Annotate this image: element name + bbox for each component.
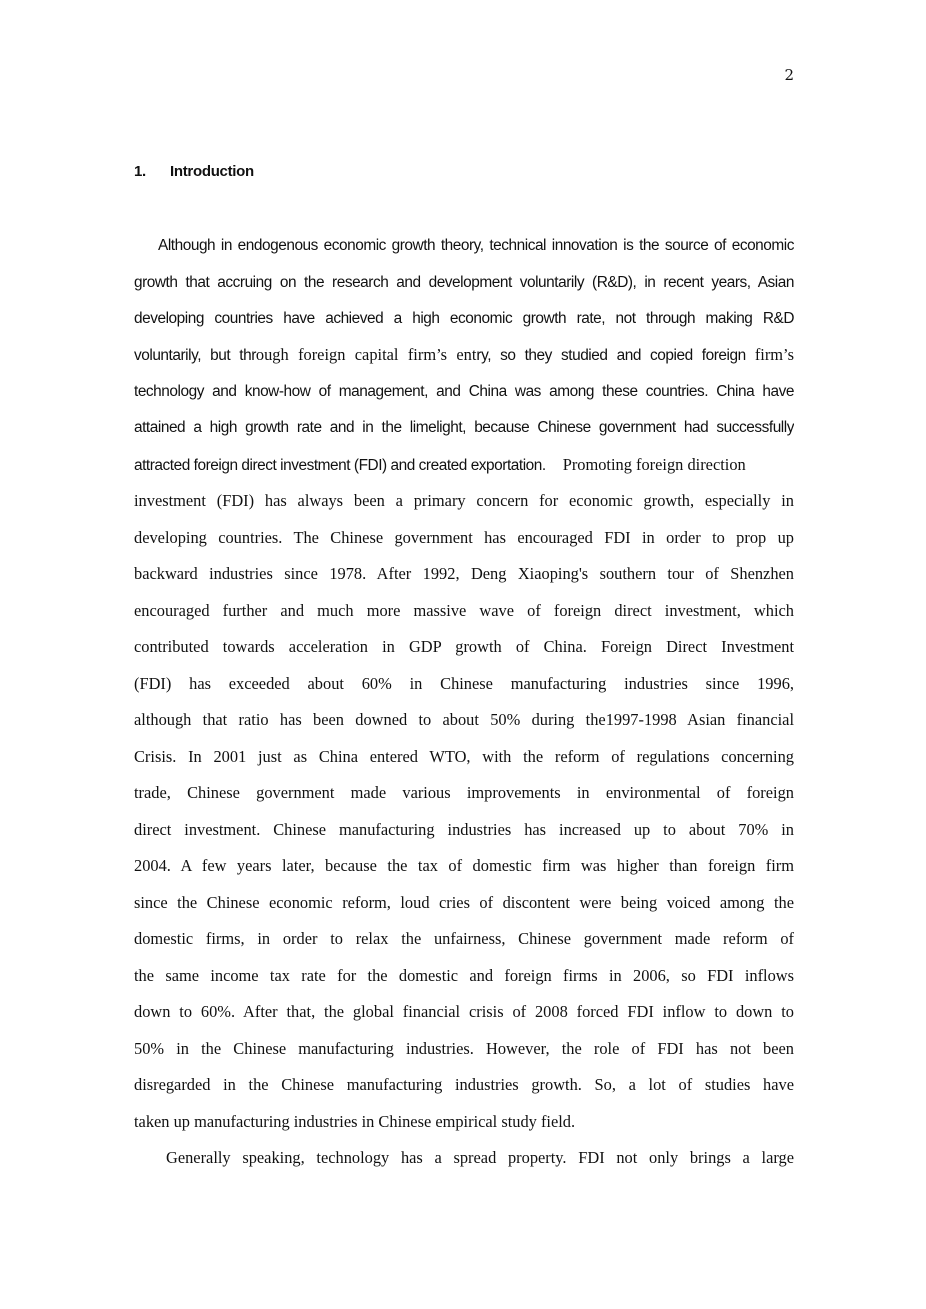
text-line: Generally speaking, technology has a spread property. FDI not only brings a large — [166, 1148, 794, 1167]
section-heading — [134, 163, 254, 180]
text-line: domestic firms, in order to relax the unfairness, Chinese government made reform of — [134, 929, 794, 948]
text-line: developing countries. The Chinese government has encouraged FDI in order to prop up — [134, 528, 794, 547]
text-line: although that ratio has been downed to about 50% during the1997-1998 Asian financial — [134, 710, 794, 729]
text-line: (FDI) has exceeded about 60% in Chinese manufacturing industries since 1996, — [134, 674, 794, 693]
section-title: Introduction — [170, 163, 254, 180]
text-line: taken up manufacturing industries in Chinese empirical study field. — [134, 1112, 576, 1131]
text-line: 2004. A few years later, because the tax of domestic firm was higher than foreign firm — [134, 856, 794, 875]
text-line: backward industries since 1978. After 1992, Deng Xiaoping's southern tour of Shenzhen — [134, 564, 794, 583]
text-line: disregarded in the Chinese manufacturing industries growth. So, a lot of studies have — [134, 1075, 794, 1094]
text-line: trade, Chinese government made various improvements in environmental of foreign — [134, 783, 794, 802]
text-line: attracted foreign direct investment (FDI) and created exportation. Promoting foreign direction — [134, 455, 746, 474]
text-line: encouraged further and much more massive wave of foreign direct investment, which — [134, 601, 794, 620]
text-line: Although in endogenous economic growth theory, technical innovation is the source of economic — [158, 237, 794, 254]
text-line: down to 60%. After that, the global financial crisis of 2008 forced FDI inflow to down to — [134, 1002, 794, 1021]
text-line: growth that accruing on the research and development voluntarily (R&D), in recent years, Asian — [134, 274, 794, 291]
text-line: contributed towards acceleration in GDP growth of China. Foreign Direct Investment — [134, 637, 794, 656]
text-line: voluntarily, but through foreign capital firm’s entry, so they studied and copied foreign firm’s — [134, 345, 794, 364]
text-line: the same income tax rate for the domestic and foreign firms in 2006, so FDI inflows — [134, 966, 794, 985]
text-line: 50% in the Chinese manufacturing industries. However, the role of FDI has not been — [134, 1039, 794, 1058]
text-line: technology and know-how of management, and China was among these countries. China have — [134, 383, 794, 400]
text-line: Crisis. In 2001 just as China entered WTO, with the reform of regulations concerning — [134, 747, 794, 766]
text-line: direct investment. Chinese manufacturing industries has increased up to about 70% in — [134, 820, 794, 839]
text-line: attained a high growth rate and in the limelight, because Chinese government had successfully — [134, 419, 794, 436]
section-number: 1. — [134, 163, 146, 180]
page-number: 2 — [784, 66, 794, 84]
text-line: developing countries have achieved a high economic growth rate, not through making R&D — [134, 310, 794, 327]
text-line: since the Chinese economic reform, loud cries of discontent were being voiced among the — [134, 893, 794, 912]
text-line: investment (FDI) has always been a primary concern for economic growth, especially in — [134, 491, 794, 510]
